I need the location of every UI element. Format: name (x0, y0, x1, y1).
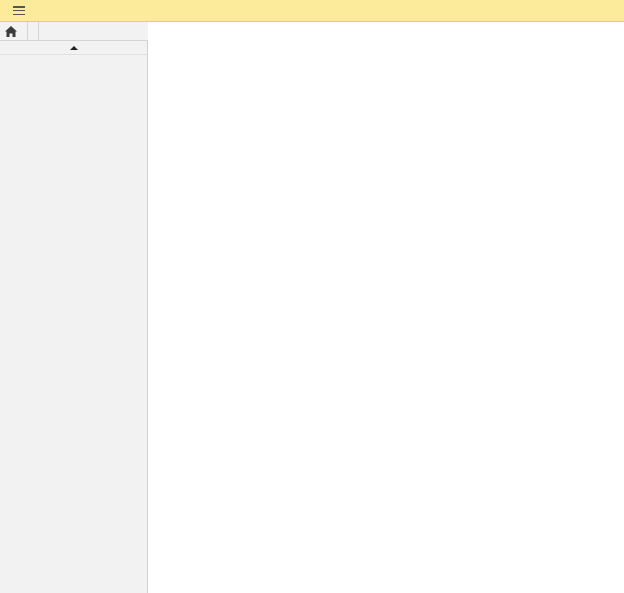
scroll-up-arrow-icon[interactable] (0, 41, 147, 55)
sidebar (0, 41, 148, 593)
title-bar (0, 0, 624, 22)
tab-home[interactable] (0, 22, 28, 41)
main-menu-icon[interactable] (13, 6, 25, 15)
tab-orders[interactable] (28, 22, 39, 41)
tab-bar (0, 22, 148, 41)
home-icon (5, 26, 17, 37)
main-content (148, 22, 624, 593)
